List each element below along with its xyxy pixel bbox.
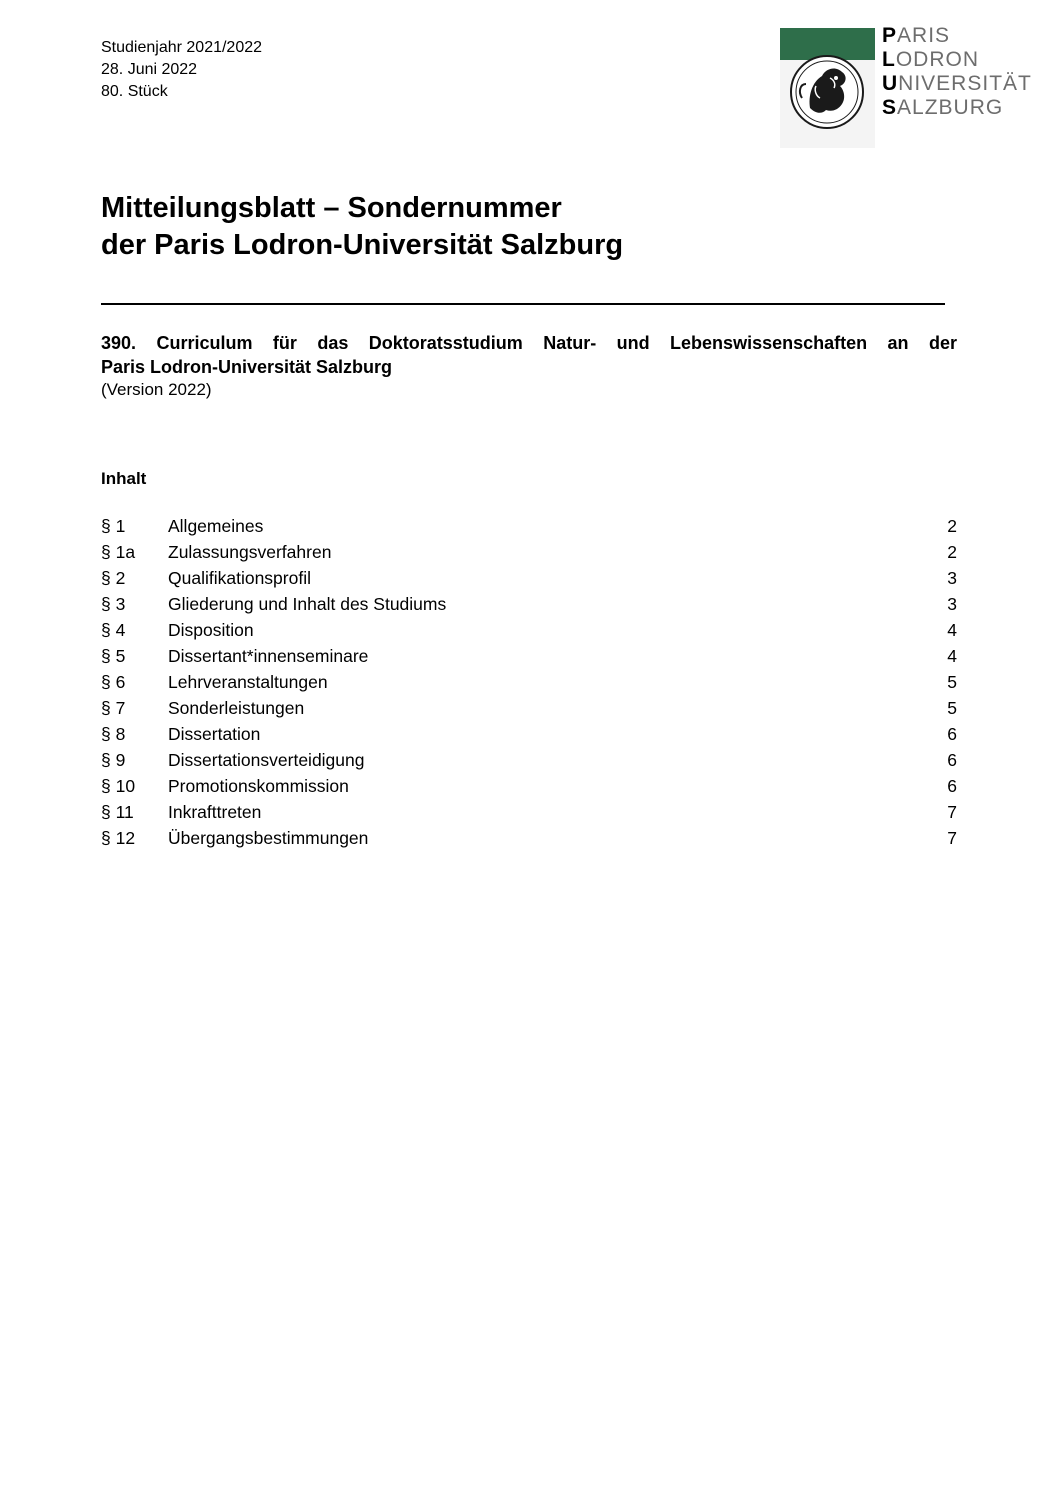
divider — [101, 303, 945, 305]
toc-page-number: 2 — [947, 516, 957, 536]
toc-section-title: Dissertation — [168, 724, 261, 744]
curriculum-heading — [101, 331, 957, 401]
toc-section-number: § 6 — [101, 672, 126, 692]
toc-entry[interactable] — [101, 565, 957, 591]
toc-section-title: Lehrveranstaltungen — [168, 672, 328, 692]
title-line-1: Mitteilungsblatt – Sondernummer — [101, 192, 562, 224]
version-label: (Version 2022) — [101, 380, 212, 399]
subtitle-line-2: Paris Lodron-Universität Salzburg — [101, 357, 393, 377]
university-name-wordmark: PARIS LODRON UNIVERSITÄT SALZBURG — [882, 24, 1032, 119]
toc-page-number: 2 — [947, 542, 957, 562]
toc-section-number: § 7 — [101, 698, 126, 718]
academic-year: Studienjahr 2021/2022 — [101, 39, 263, 56]
toc-entry[interactable] — [101, 825, 957, 851]
toc-section-title: Dissertationsverteidigung — [168, 750, 365, 770]
toc-page-number: 3 — [947, 568, 957, 588]
toc-page-number: 5 — [947, 698, 957, 718]
toc-section-number: § 10 — [101, 776, 136, 796]
toc-page-number: 7 — [947, 802, 957, 822]
toc-section-title: Zulassungsverfahren — [168, 542, 332, 562]
document-title — [101, 190, 623, 264]
toc-section-number: § 11 — [101, 802, 134, 822]
issue-date: 28. Juni 2022 — [101, 61, 198, 78]
title-line-2: der Paris Lodron-Universität Salzburg — [101, 229, 624, 261]
toc-section-number: § 1a — [101, 542, 136, 562]
toc-entry[interactable] — [101, 643, 957, 669]
toc-heading: Inhalt — [101, 469, 147, 488]
toc-section-title: Übergangsbestimmungen — [168, 828, 369, 848]
toc-section-title: Qualifikationsprofil — [168, 568, 311, 588]
toc-section-title: Dissertant*innenseminare — [168, 646, 369, 666]
toc-entry[interactable] — [101, 695, 957, 721]
toc-entry[interactable] — [101, 591, 957, 617]
toc-page-number: 5 — [947, 672, 957, 692]
toc-page-number: 6 — [947, 776, 957, 796]
toc-section-title: Inkrafttreten — [168, 802, 262, 822]
toc-entry[interactable] — [101, 721, 957, 747]
toc-section-number: § 12 — [101, 828, 136, 848]
lion-seal-icon — [780, 28, 875, 148]
subtitle-line-1: 390. Curriculum für das Doktoratsstudium Natur- und Lebenswissenschaften an der — [101, 333, 957, 353]
toc-entry[interactable] — [101, 617, 957, 643]
university-logo — [756, 24, 1056, 154]
toc-section-number: § 1 — [101, 516, 126, 536]
table-of-contents — [101, 513, 957, 851]
issue-info — [101, 37, 262, 103]
toc-page-number: 7 — [947, 828, 957, 848]
toc-page-number: 3 — [947, 594, 957, 614]
toc-page-number: 6 — [947, 724, 957, 744]
toc-entry[interactable] — [101, 773, 957, 799]
toc-entry[interactable] — [101, 799, 957, 825]
toc-section-number: § 9 — [101, 750, 126, 770]
toc-section-number: § 3 — [101, 594, 126, 614]
toc-section-title: Sonderleistungen — [168, 698, 305, 718]
toc-entry[interactable] — [101, 669, 957, 695]
toc-entry[interactable] — [101, 747, 957, 773]
toc-page-number: 6 — [947, 750, 957, 770]
toc-entry[interactable] — [101, 539, 957, 565]
toc-section-number: § 2 — [101, 568, 126, 588]
toc-section-title: Disposition — [168, 620, 254, 640]
issue-number: 80. Stück — [101, 83, 168, 100]
toc-section-number: § 4 — [101, 620, 126, 640]
toc-section-title: Promotionskommission — [168, 776, 349, 796]
toc-page-number: 4 — [947, 646, 957, 666]
toc-section-title: Gliederung und Inhalt des Studiums — [168, 594, 447, 614]
toc-entry[interactable] — [101, 513, 957, 539]
toc-section-number: § 5 — [101, 646, 126, 666]
toc-page-number: 4 — [947, 620, 957, 640]
toc-section-title: Allgemeines — [168, 516, 264, 536]
toc-section-number: § 8 — [101, 724, 126, 744]
